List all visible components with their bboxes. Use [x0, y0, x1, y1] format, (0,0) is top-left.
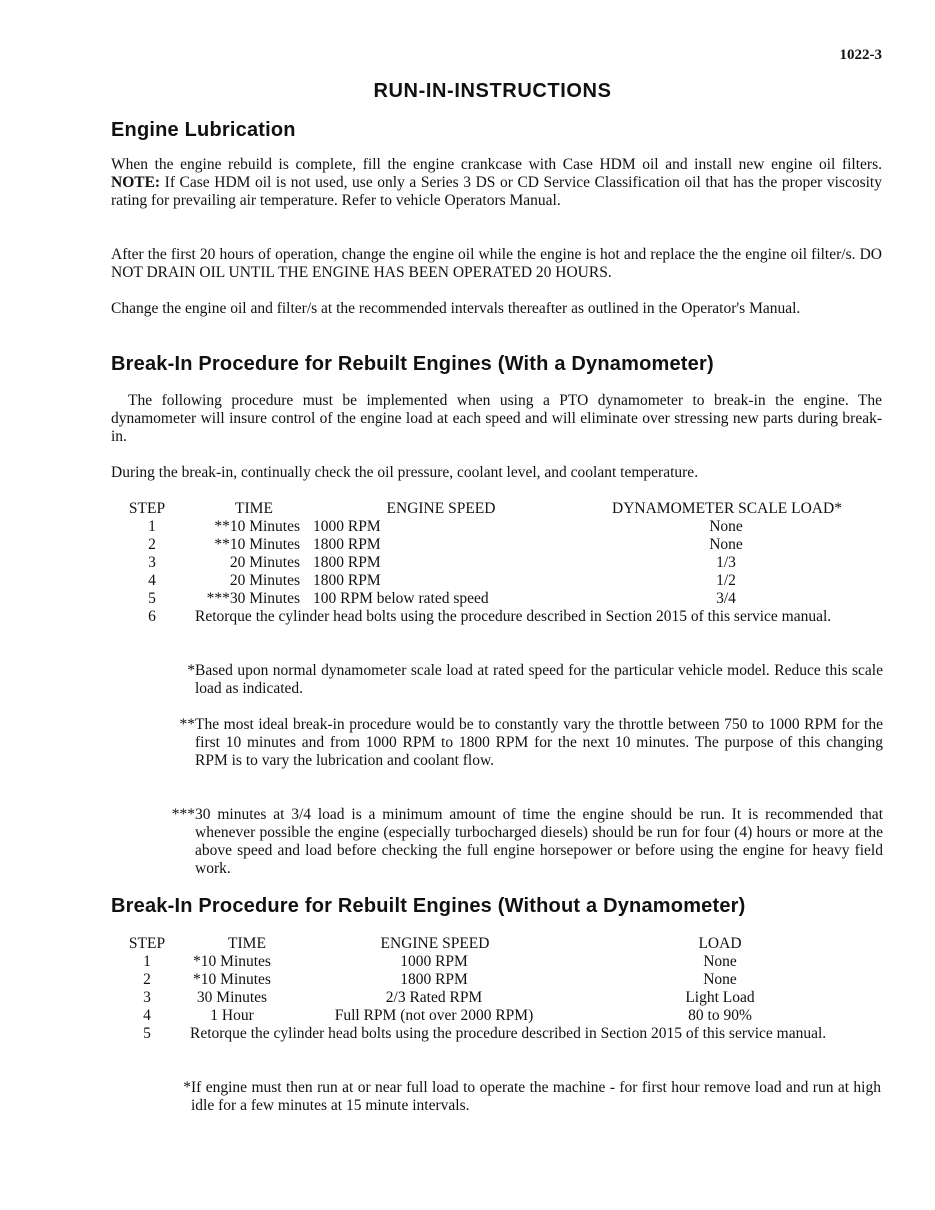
cell-speed: 1800 RPM: [313, 536, 381, 553]
table-row: [0, 518, 935, 536]
cell-step: 2: [143, 971, 151, 988]
cell-step: 5: [148, 590, 156, 607]
page-number: 1022-3: [839, 47, 882, 63]
cell-time: **10 Minutes: [214, 536, 300, 553]
cell-step: 3: [143, 989, 151, 1006]
cell-load: None: [703, 953, 737, 970]
cell-time: *10 Minutes: [193, 971, 271, 988]
col-header-time: TIME: [235, 500, 273, 517]
table-row: [0, 953, 935, 971]
cell-speed: 1800 RPM: [400, 971, 468, 988]
cell-step: 3: [148, 554, 156, 571]
note-label: NOTE:: [111, 174, 161, 191]
cell-load: 1/2: [716, 572, 736, 589]
cell-time: 20 Minutes: [229, 554, 300, 571]
lubrication-p1-text-cont: If Case HDM oil is not used, use only a Series 3 DS or CD Service Classification oil that has the proper viscosity rating for prevailing air temperature. Refer to vehicle Operators Manual.: [111, 174, 882, 209]
footnote-mark: ***: [171, 806, 195, 823]
cell-time: 1 Hour: [210, 1007, 254, 1024]
dyno-intro-paragraph: The following procedure must be implemented when using a PTO dynamometer to break-in the engine. The dynamometer will insure control of the engine load at each speed and will eliminate over stressing new parts during break-in.: [111, 392, 882, 445]
section-heading-dyno: Break-In Procedure for Rebuilt Engines (With a Dynamometer): [111, 353, 714, 375]
cell-time: 20 Minutes: [229, 572, 300, 589]
footnote-mark: **: [179, 716, 195, 733]
footnote-mark: *: [187, 662, 195, 679]
footnote-text: The most ideal break-in procedure would be to constantly vary the throttle between 750 to 1000 RPM for the first 10 minutes and from 1000 RPM to 1800 RPM for the next 10 minutes. The purpose of this changing RPM is to vary the lubrication and coolant flow.: [195, 716, 883, 769]
cell-load: 1/3: [716, 554, 736, 571]
table-row: [0, 590, 935, 608]
table-row: [0, 989, 935, 1007]
col-header-speed: ENGINE SPEED: [386, 500, 496, 517]
col-header-time: TIME: [228, 935, 266, 952]
table-header-row: [0, 500, 935, 518]
footnote-2: [179, 716, 883, 770]
step-retorque-text: Retorque the cylinder head bolts using the procedure described in Section 2015 of this service manual.: [195, 608, 832, 625]
section-heading-no-dyno: Break-In Procedure for Rebuilt Engines (Without a Dynamometer): [111, 895, 746, 917]
cell-load: None: [703, 971, 737, 988]
col-header-load: LOAD: [698, 935, 742, 952]
cell-time: **10 Minutes: [214, 518, 300, 535]
cell-speed: 100 RPM below rated speed: [313, 590, 489, 607]
col-header-speed: ENGINE SPEED: [380, 935, 490, 952]
cell-time: ***30 Minutes: [206, 590, 300, 607]
col-header-load: DYNAMOMETER SCALE LOAD*: [612, 500, 842, 517]
cell-speed: 2/3 Rated RPM: [385, 989, 483, 1006]
cell-speed: 1000 RPM: [400, 953, 468, 970]
footnote-no-dyno: [183, 1079, 881, 1115]
table-row: [0, 536, 935, 554]
cell-step: 5: [143, 1025, 151, 1042]
cell-speed: 1000 RPM: [313, 518, 381, 535]
lubrication-paragraph-1: [111, 156, 882, 210]
col-header-step: STEP: [128, 500, 166, 517]
lubrication-paragraph-3: Change the engine oil and filter/s at the recommended intervals thereafter as outlined in the Operator's Manual.: [111, 300, 801, 317]
lubrication-paragraph-2: After the first 20 hours of operation, change the engine oil while the engine is hot and replace the the engine oil filter/s. DO NOT DRAIN OIL UNTIL THE ENGINE HAS BEEN OPERATED 20 HOURS.: [111, 246, 882, 281]
table-header-row: [0, 935, 935, 953]
cell-step: 1: [148, 518, 156, 535]
cell-speed: 1800 RPM: [313, 554, 381, 571]
cell-step: 2: [148, 536, 156, 553]
footnote-text: If engine must then run at or near full load to operate the machine - for first hour remove load and run at high idle for a few minutes at 15 minute intervals.: [191, 1079, 881, 1114]
cell-time: 30 Minutes: [196, 989, 268, 1006]
cell-load: Light Load: [685, 989, 755, 1006]
footnote-mark: *: [183, 1079, 191, 1096]
table-row: [0, 1007, 935, 1025]
cell-load: None: [709, 518, 743, 535]
cell-step: 6: [148, 608, 156, 625]
lubrication-p1-text: When the engine rebuild is complete, fill the engine crankcase with Case HDM oil and install new engine oil filters.: [111, 156, 882, 173]
cell-speed: Full RPM (not over 2000 RPM): [334, 1007, 534, 1024]
step-retorque-text: Retorque the cylinder head bolts using the procedure described in Section 2015 of this service manual.: [190, 1025, 827, 1042]
col-header-step: STEP: [128, 935, 166, 952]
table-row: [0, 572, 935, 590]
footnote-text: Based upon normal dynamometer scale load at rated speed for the particular vehicle model. Reduce this scale load as indicated.: [195, 662, 883, 697]
footnote-3: [171, 806, 883, 878]
footnote-text: 30 minutes at 3/4 load is a minimum amount of time the engine should be run. It is recommended that whenever possible the engine (especially turbocharged diesels) should be run for four (4) hours or more at the above speed and load before checking the full engine horsepower or before using the engine for heavy field work.: [195, 806, 883, 877]
cell-step: 4: [148, 572, 156, 589]
document-title: RUN-IN-INSTRUCTIONS: [373, 80, 612, 102]
footnote-1: [187, 662, 883, 698]
cell-step: 1: [143, 953, 151, 970]
cell-time: *10 Minutes: [193, 953, 271, 970]
section-heading-lubrication: Engine Lubrication: [111, 119, 296, 141]
cell-speed: 1800 RPM: [313, 572, 381, 589]
cell-load: 80 to 90%: [688, 1007, 752, 1024]
dyno-check-paragraph: During the break-in, continually check the oil pressure, coolant level, and coolant temperature.: [111, 464, 699, 481]
cell-load: 3/4: [716, 590, 736, 607]
table-row: [0, 554, 935, 572]
table-row: [0, 971, 935, 989]
cell-load: None: [709, 536, 743, 553]
cell-step: 4: [143, 1007, 151, 1024]
